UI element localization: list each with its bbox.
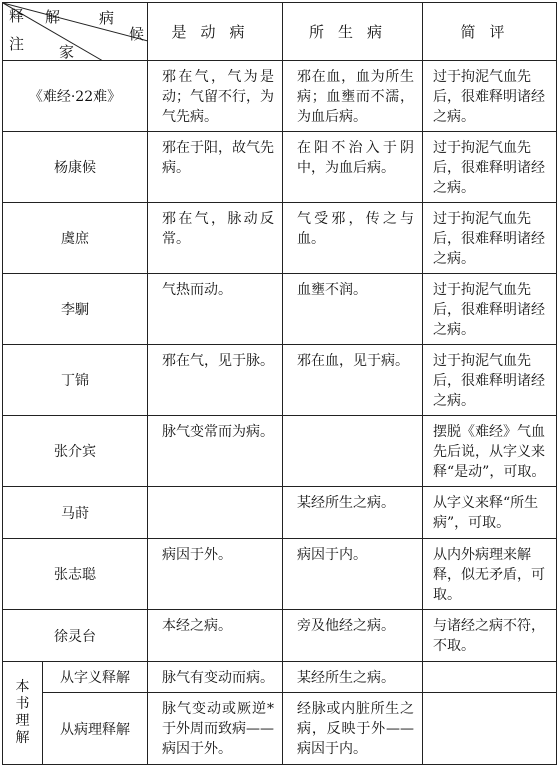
table-row (3, 610, 557, 662)
label-char: 解 (15, 730, 30, 746)
corner-char-1: 释 (9, 7, 25, 25)
commentator-name: 马莳 (3, 487, 148, 539)
commentator-name: 虞庶 (3, 203, 148, 274)
review-cell: 过于拘泥气血先后，很难释明诸经之病。 (423, 132, 557, 203)
review-cell: 过于拘泥气血先后，很难释明诸经之病。 (423, 345, 557, 416)
suo-sheng-cell: 病因于内。 (283, 539, 423, 610)
shi-dong-cell: 脉气变常而为病。 (148, 416, 283, 487)
header-review: 简评 (423, 3, 557, 61)
shi-dong-cell: 脉气有变动而病。 (148, 662, 283, 693)
corner-char-6: 家 (59, 43, 75, 61)
table-row (3, 487, 557, 539)
shi-dong-cell: 邪在于阳，故气先病。 (148, 132, 283, 203)
book-row-pathology (3, 693, 557, 765)
review-cell: 从字义来释“所生病”，可取。 (423, 487, 557, 539)
review-cell: 从内外病理来解释，似无矛盾，可取。 (423, 539, 557, 610)
table-row (3, 203, 557, 274)
shi-dong-cell: 邪在气，见于脉。 (148, 345, 283, 416)
label-char: 书 (15, 696, 30, 712)
suo-sheng-cell: 气受邪，传之与血。 (283, 203, 423, 274)
corner-char-3: 病 (99, 9, 115, 27)
suo-sheng-cell: 血壅不润。 (283, 274, 423, 345)
shi-dong-cell: 邪在气，脉动反常。 (148, 203, 283, 274)
commentator-name: 张介宾 (3, 416, 148, 487)
corner-header-cell (3, 3, 148, 61)
label-char: 本 (15, 679, 30, 695)
review-cell: 过于拘泥气血先后，很难释明诸经之病。 (423, 203, 557, 274)
book-row-literal (3, 662, 557, 693)
table-row (3, 274, 557, 345)
shi-dong-cell: 病因于外。 (148, 539, 283, 610)
review-cell: 与诸经之病不符，不取。 (423, 610, 557, 662)
corner-char-2: 解 (45, 8, 61, 26)
commentator-name: 张志聪 (3, 539, 148, 610)
shi-dong-cell: 气热而动。 (148, 274, 283, 345)
review-cell: 过于拘泥气血先后，很难释明诸经之病。 (423, 61, 557, 132)
pathology-interpretation-label: 从病理释解 (43, 693, 148, 765)
corner-char-4: 候 (129, 25, 145, 43)
suo-sheng-cell: 邪在血，见于病。 (283, 345, 423, 416)
commentator-name: 徐灵台 (3, 610, 148, 662)
literal-interpretation-label: 从字义释解 (43, 662, 148, 693)
header-shi-dong: 是动病 (148, 3, 283, 61)
comparison-table (2, 2, 557, 765)
review-cell (423, 662, 557, 693)
shi-dong-cell (148, 487, 283, 539)
table-row (3, 539, 557, 610)
table-row (3, 345, 557, 416)
suo-sheng-cell: 邪在血，血为所生病；血壅而不濡，为血后病。 (283, 61, 423, 132)
commentator-name: 《难经·22难》 (3, 61, 148, 132)
shi-dong-cell: 脉气变动或厥逆*于外周而致病——病因于外。 (148, 693, 283, 765)
header-suo-sheng: 所生病 (283, 3, 423, 61)
table-row (3, 132, 557, 203)
suo-sheng-cell: 某经所生之病。 (283, 487, 423, 539)
corner-char-5: 注 (9, 35, 25, 53)
shi-dong-cell: 邪在气，气为是动；气留不行，为气先病。 (148, 61, 283, 132)
commentator-name: 李駉 (3, 274, 148, 345)
shi-dong-cell: 本经之病。 (148, 610, 283, 662)
suo-sheng-cell: 旁及他经之病。 (283, 610, 423, 662)
header-row (3, 3, 557, 61)
table-row (3, 61, 557, 132)
table-row (3, 416, 557, 487)
diagonal-lines (3, 3, 148, 61)
commentator-name: 杨康候 (3, 132, 148, 203)
review-cell: 过于拘泥气血先后，很难释明诸经之病。 (423, 274, 557, 345)
suo-sheng-cell: 经脉或内脏所生之病，反映于外——病因于内。 (283, 693, 423, 765)
suo-sheng-cell: 某经所生之病。 (283, 662, 423, 693)
suo-sheng-cell (283, 416, 423, 487)
suo-sheng-cell: 在阳不治入于阴中，为血后病。 (283, 132, 423, 203)
review-cell (423, 693, 557, 765)
commentator-name: 丁锦 (3, 345, 148, 416)
review-cell: 摆脱《难经》气血先后说，从字义来释“是动”，可取。 (423, 416, 557, 487)
label-char: 理 (15, 713, 30, 729)
book-interpretation-label (3, 662, 43, 765)
